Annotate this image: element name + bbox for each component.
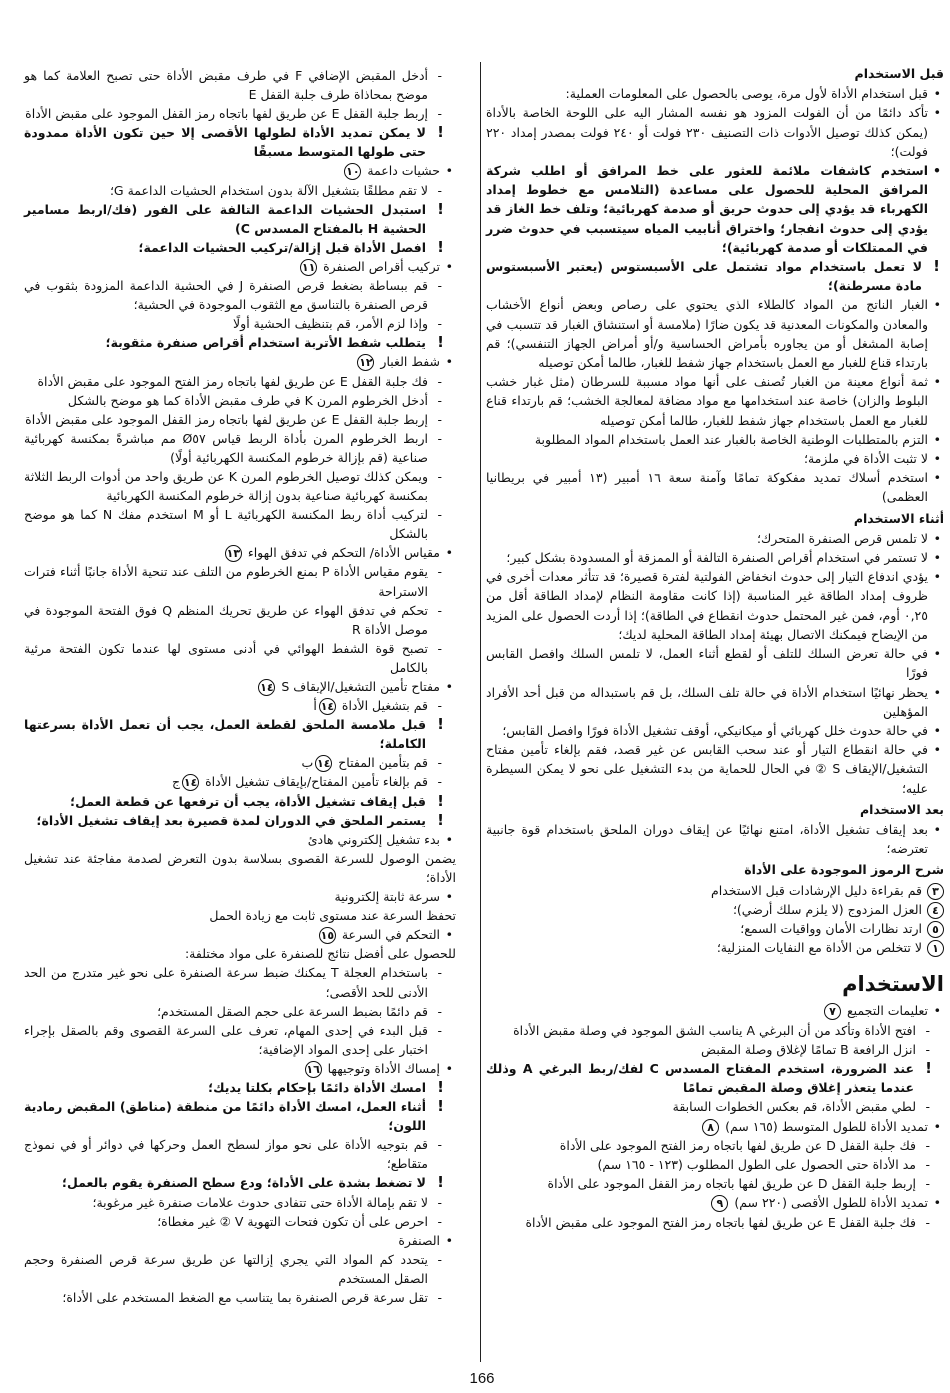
symbol-row: ٥ ارتد نظارات الأمان وواقيات السمع؛: [486, 919, 944, 938]
soft-start-desc: يضمن الوصول للسرعة القصوى بسلاسة بدون التعرض لصدمة مفاجئة عند تشغيل الأداة؛: [24, 850, 456, 885]
warning-max-length: ! لا يمكن تمديد الأداة لطولها الأقصى إلا حين تكون الأداة ممدودة حتى طولها المتوسط مسبقًا: [24, 123, 444, 160]
warning-icon: !: [933, 257, 940, 276]
circled-number-icon: ١٤: [320, 700, 335, 714]
warning-icon: !: [437, 237, 444, 256]
list-item: • قبل استخدام الأداة لأول مرة، يوصى بالحصول على المعلومات العملية:: [486, 84, 944, 103]
list-item: - تحكم في تدفق الهواء عن طريق تحريك المنظم Q فوق الفتحة الموجودة في موصل الأداة R: [24, 601, 456, 639]
list-item: • التزم بالمتطلبات الوطنية الخاصة بالغبار عند العمل باستخدام المواد المطلوبة: [486, 430, 944, 449]
list-item: - يقوم مقياس الأداة P بمنع الخرطوم من التلف عند تنحية الأداة جانبًا أثناء فترات الاستراحة: [24, 562, 456, 600]
warning-asbestos: ! لا تعمل باستخدام مواد تشتمل على الأسبستوس (يعتبر الأسبستوس مادة مسرطنة)؛: [486, 257, 940, 294]
circled-number-icon: ١٢: [359, 356, 373, 370]
circled-number-icon: ١٤: [183, 776, 198, 790]
speed-desc: للحصول على أفضل نتائج للصنفرة على مواد مختلفة:: [184, 946, 456, 962]
circled-number-icon: ٩: [711, 1195, 728, 1212]
symbol-row: ١ لا تتخلص من الأداة مع النفايات المنزلية؛: [486, 938, 944, 957]
warning-icon: !: [437, 1077, 444, 1096]
list-item: - إربط جلبة القفل E عن طريق لفها باتجاه رمز القفل الموجود على مقبض الأداة: [24, 104, 456, 123]
warning-icon: !: [437, 123, 444, 142]
list-item: - قبل البدء في إحدى المهام، تعرف على السرعة القصوى وقم بالصقل بإجراء اختبار على إحدى المواد الإضافية؛: [24, 1021, 456, 1059]
before-use-heading: قبل الاستخدام: [854, 66, 944, 81]
list-item: - أدخل الخرطوم المرن K في طرف مقبض الأداة كما هو موضح بالشكل: [24, 391, 456, 410]
list-item: - قم بتوجيه الأداة على نحو مواز لسطح العمل وحركها في دوائر أو في نموذج متقاطع؛: [24, 1135, 456, 1173]
warning-icon: !: [925, 1058, 932, 1077]
circled-number-icon: ٥: [927, 921, 944, 938]
list-item: - اربط الخرطوم المرن بأداة الربط قياس Ø٥٧ مم مباشرةً بمكنسة كهربائية صناعية (قم بإزالة خرطوم المكنسة الكهربائية أولًا): [24, 429, 456, 467]
dust-item: • شفط الغبار ١٢: [24, 352, 456, 371]
list-item: • في حالة حدوث خلل كهربائي أو ميكانيكي، أوقف تشغيل الأداة فورًا وافصل القابس؛: [486, 721, 944, 740]
list-item: • ثمة أنواع معينة من الغبار تُصنف على أنها مواد مسببة للسرطان (مثل غبار خشب البلوط والزان) خاصة عند استخدامها مع مواد مضافة لمعالجة الخشب؛ قم بارتداء قناع للغبار مع العمل باستخدام جهاز شفط للغبار، طالما أمكن توصيله: [486, 372, 944, 430]
circled-number-icon: ٣: [927, 883, 944, 900]
during-use-heading: أثناء الاستخدام: [853, 510, 944, 526]
list-item: - لتركيب أداة ربط المكنسة الكهربائية L أو M استخدم مفك N كما هو موضح بالشكل: [24, 505, 456, 543]
warning-icon: !: [437, 199, 444, 218]
list-item: • استخدم أسلاك تمديد مفكوكة تمامًا وآمنة سعة ١٦ أمبير (١٣ أمبير في بريطانيا العظمى): [486, 468, 944, 506]
list-item: - قم بإلغاء تأمين المفتاح/بإيقاف تشغيل الأداة ١٤ج: [24, 772, 456, 791]
constant-speed-desc: تحفظ السرعة عند مستوى ثابت مع زيادة الحمل: [209, 908, 456, 924]
symbols-heading: شرح الرموز الموجودة على الأداة: [744, 862, 944, 878]
list-item: - انزل الرافعة B تمامًا لإغلاق وصلة المقبض: [486, 1040, 944, 1059]
warning-full-speed: ! قبل ملامسة الملحق لقطعة العمل، يجب أن تعمل الأداة بسرعتها الكاملة؛: [24, 715, 444, 752]
list-item: - أدخل المقبض الإضافي F في طرف مقبض الأداة حتى تصبح العلامة كما هو موضح بمحاذاة طرف جلبة القفل E: [24, 66, 456, 104]
list-item: - فك جلبة القفل E عن طريق لفها باتجاه رمز الفتح الموجود على مقبض الأداة: [486, 1213, 944, 1232]
list-item: - إربط جلبة القفل E عن طريق لفها باتجاه رمز القفل الموجود على مقبض الأداة: [24, 410, 456, 429]
list-item: - قم بتأمين المفتاح ١٤ب: [24, 753, 456, 772]
symbol-row: ٣ قم بقراءة دليل الإرشادات قبل الاستخدام: [486, 881, 944, 900]
use-heading: الاستخدام: [842, 972, 944, 997]
soft-start-item: • بدء تشغيل إلكتروني هادئ: [24, 830, 456, 849]
speed-control-item: • التحكم في السرعة ١٥: [24, 925, 456, 944]
circled-number-icon: ١: [927, 940, 944, 957]
list-item: • يحظر نهائيًا استخدام الأداة في حالة تلف السلك، بل قم باستبداله من قبل أحد الأفراد المؤهلين: [486, 683, 944, 721]
warning-icon: !: [437, 810, 444, 829]
airflow-item: • مقياس الأداة/ التحكم في تدفق الهواء ١٣: [24, 543, 456, 562]
circled-number-icon: ٨: [702, 1119, 719, 1136]
circled-number-icon: ١٠: [346, 165, 360, 179]
switch-item: • مفتاح تأمين التشغيل/الإيقاف S ١٤: [24, 677, 456, 696]
pads-item: • حشيات داعمة ١٠: [24, 161, 456, 180]
left-column: [24, 66, 456, 1307]
list-item: • تأكد دائمًا من أن الفولت المزود هو نفسه المشار اليه على اللوحة الخاصة بالأداة (يمكن كذلك توصيل الأدوات ذات التصنيف ٢٣٠ فولت أو ٢٤٠ فولت بمصدر إمداد ٢٢٠ فولت)؛: [486, 103, 944, 161]
list-item: - ويمكن كذلك توصيل الخرطوم المرن K عن طريق واحد من أدوات الربط الثلاثة بمكنسة كهربائية صناعية بدون إزالة خرطوم المكنسة الكهربائية: [24, 467, 456, 505]
list-item: - لا تقم مطلقًا بتشغيل الآلة بدون استخدام الحشيات الداعمة G؛: [24, 181, 456, 200]
warning-no-pressure: ! لا تضغط بشدة على الأداة؛ ودع سطح الصنفرة يقوم بالعمل؛: [61, 1173, 444, 1192]
list-item: - قم دائمًا بضبط السرعة على حجم الصقل المستخدم؛: [24, 1002, 456, 1021]
warning-grip-area: ! أثناء العمل، امسك الأداة دائمًا من منطقة (مناطق) المقبض رمادية اللون؛: [24, 1097, 444, 1134]
list-item: - تصبح قوة الشفط الهوائي في أدنى مستوى لها عندما تكون الفتحة مرئية بالكامل: [24, 639, 456, 677]
warning-lift-tool: ! قبل إيقاف تشغيل الأداة، يجب أن ترفعها عن قطعة العمل؛: [70, 791, 444, 810]
list-item: - وإذا لزم الأمر، قم بتنظيف الحشية أولًا: [24, 314, 456, 333]
circled-number-icon: ٤: [927, 902, 944, 919]
list-item: - يتحدد كم المواد التي يجري إزالتها عن طريق سرعة قرص الصنفرة وحجم الصقل المستخدم: [24, 1250, 456, 1288]
warning-rundown: ! يستمر الملحق في الدوران لمدة قصيرة بعد إيقاف تشغيل الأداة؛: [36, 810, 444, 829]
list-item: - احرص على أن تكون فتحات التهوية V ② غير مغطاة؛: [24, 1212, 456, 1231]
list-item: - باستخدام العجلة T يمكنك ضبط سرعة الصنفرة على نحو غير متدرج من الحد الأدنى للحد الأقصى؛: [24, 963, 456, 1001]
holding-item: • إمساك الأداة وتوجيهها ١٦: [24, 1059, 456, 1078]
list-item: • استخدم كاشفات ملائمة للعثور على خط المرافق أو اطلب شركة المرافق المحلية للحصول على مساعدة (التلامس مع خطوط إمداد الكهرباء قد يؤدي إلى حدوث حريق أو صدمة كهربائية؛ وتلف خط الغاز قد يؤدي إلى حدوث انفجار؛ واختراق أنابيب المياه سيتسبب في حدوث ضرر في الممتلكات أو صدمة كهربائية)؛: [486, 161, 944, 257]
page-number: 166: [469, 1370, 495, 1387]
circled-number-icon: ١١: [301, 260, 316, 274]
list-item: • يؤدي اندفاع التيار إلى حدوث انخفاض الفولتية لفترة قصيرة؛ قد تتأثر معدات أخرى في ظروف إمداد الطاقة غير المناسبة (إذا كانت مقاومة النظام لإمداد الطاقة أقل من ٠,٢٥ أوم، فمن غير المحتمل حدوث انقطاع في الطاقة)؛ إذا أردت الحصول على المزيد من الإيضاح فيمكنك الاتصال بهيئة إمداد الطاقة المحلية لديك؛: [486, 567, 944, 644]
list-item: - افتح الأداة وتأكد من أن البرغي A يناسب الشق الموجود في وصلة مقبض الأداة: [486, 1021, 944, 1040]
list-item: - فك جلبة القفل D عن طريق لفها باتجاه رمز الفتح الموجود على الأداة: [486, 1136, 944, 1155]
constant-speed-item: • سرعة ثابتة إلكترونية: [24, 887, 456, 906]
warning-icon: !: [437, 1173, 444, 1192]
list-item: - إربط جلبة القفل D عن طريق لفها باتجاه رمز القفل الموجود على الأداة: [486, 1174, 944, 1193]
warning-pads: ! استبدل الحشيات الداعمة التالفة على الفور (فك/اربط مسامير الحشية H بالمفتاح المسدس C): [24, 199, 444, 236]
list-item: • بعد إيقاف تشغيل الأداة، امتنع نهائيًا عن إيقاف دوران الملحق باستخدام قوة جانبية تعترضه؛: [486, 820, 944, 858]
symbol-row: ٤ العزل المزدوج (لا يلزم سلك أرضي)؛: [486, 900, 944, 919]
circled-number-icon: ١٤: [317, 757, 331, 771]
list-item: • في حالة تعرض السلك للتلف أو لقطع أثناء العمل، لا تلمس السلك وافصل القابس فورًا: [486, 644, 944, 682]
sanding-item: • الصنفرة: [24, 1231, 456, 1250]
circled-number-icon: ١٣: [226, 547, 241, 561]
after-use-heading: بعد الاستخدام: [860, 801, 944, 817]
warning-pads-unplug: ! افصل الأداة قبل إزالة/تركيب الحشيات الداعمة؛: [138, 237, 444, 256]
list-item: • لا تستمر في استخدام أقراص الصنفرة التالفة أو الممزقة أو المسدودة بشكل كبير؛: [486, 548, 944, 567]
list-item: • لا تثبت الأداة في ملزمة؛: [486, 449, 944, 468]
circled-number-icon: ١٥: [320, 929, 335, 943]
list-item: - قم بتشغيل الأداة ١٤أ: [24, 696, 456, 715]
warning-icon: !: [437, 791, 444, 810]
list-item: • في حالة انقطاع التيار أو عند سحب القابس عن غير قصد، فقم بإلغاء تأمين مفتاح التشغيل/الإيقاف S ② في الحال للحماية من بدء التشغيل على نحو لا يمكن السيطرة عليه؛: [486, 740, 944, 798]
list-item: • الغبار الناتج من المواد كالطلاء الذي يحتوي على رصاص وبعض أنواع الأخشاب والمعادن والمكونات المعدنية قد يكون ضارًا (ملامسة أو استنشاق الغبار قد تتسبب في إصابة المشغل أو من يجاوره بأمراض الحساسية و/أو أمراض الجهاز التنفسي)؛ قم بارتداء قناع للغبار مع العمل باستخدام جهاز شفط للغبار، طالما أمكن توصيله: [486, 295, 944, 372]
warning-two-hands: ! امسك الأداة دائمًا بإحكام بكلتا يديك؛: [208, 1077, 444, 1096]
warning-icon: !: [437, 333, 444, 352]
list-item: - لا تقم بإمالة الأداة حتى تتفادى حدوث علامات صنفرة غير مرغوبة؛: [24, 1193, 456, 1212]
right-column: [486, 62, 944, 1232]
list-item: - فك جلبة القفل E عن طريق لفها باتجاه رمز الفتح الموجود على مقبض الأداة: [24, 372, 456, 391]
warning-discs: ! يتطلب شفط الأتربة استخدام أقراص صنفرة مثقوبة؛: [105, 333, 444, 352]
warning-icon: !: [437, 1097, 444, 1116]
column-divider: [480, 62, 481, 1362]
warning-assembly: ! عند الضرورة، استخدم المفتاح المسدس C لفك/ربط البرغي A وذلك عندما يتعذر إغلاق وصلة المقبض تمامًا: [486, 1058, 932, 1096]
list-item: - لطي مقبض الأداة، قم بعكس الخطوات السابقة: [486, 1097, 944, 1116]
list-item: • لا تلمس قرص الصنفرة المتحرك؛: [486, 529, 944, 548]
assembly-item: • تعليمات التجميع ٧: [486, 1001, 944, 1020]
extend-max-item: • تمديد الأداة للطول الأقصى (٢٢٠ سم) ٩: [486, 1193, 944, 1212]
extend-mid-item: • تمديد الأداة للطول المتوسط (١٦٥ سم) ٨: [486, 1117, 944, 1136]
warning-icon: !: [437, 715, 444, 734]
circled-number-icon: ١٤: [260, 681, 274, 694]
circled-number-icon: ٧: [824, 1003, 841, 1020]
circled-number-icon: ١٦: [306, 1062, 320, 1076]
list-item: - مد الأداة حتى الحصول على الطول المطلوب (١٢٣ - ١٦٥ سم): [486, 1155, 944, 1174]
discs-item: • تركيب أقراص الصنفرة ١١: [24, 257, 456, 276]
list-item: - قم ببساطة بضغط قرص الصنفرة J في الحشية الداعمة المزودة بثقوب في قرص الصنفرة بالتناسق مع الثقوب الموجودة في الحشية؛: [24, 276, 456, 314]
list-item: - تقل سرعة قرص الصنفرة بما يتناسب مع الضغط المستخدم على الأداة؛: [24, 1288, 456, 1307]
